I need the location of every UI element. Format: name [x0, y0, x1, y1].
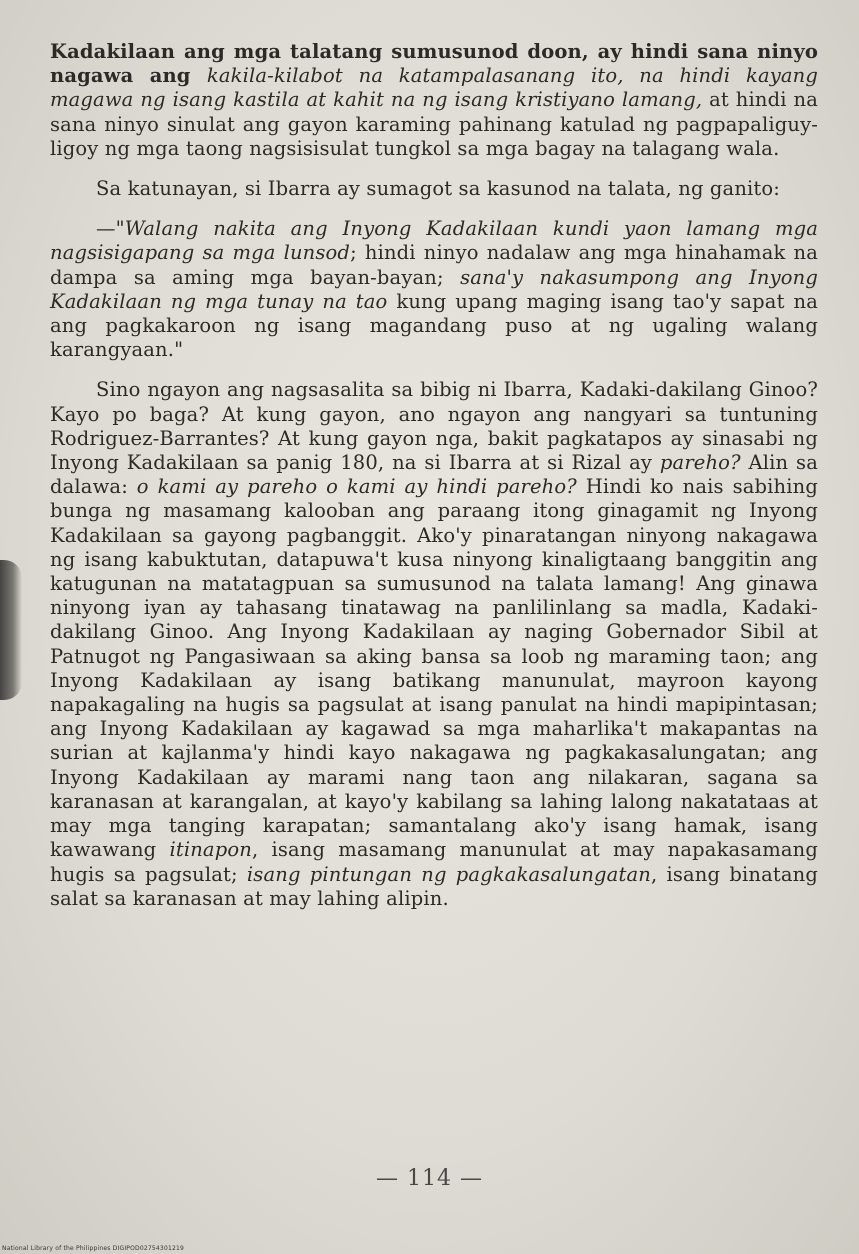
- text-segment: Sa katunayan, si Ibarra ay sumagot sa kasunod na talata, ng ganito:: [96, 177, 781, 201]
- page-number: — 114 —: [376, 1166, 483, 1191]
- text-segment: kung upang maging isang tao'y sapat na ang pagkakaroon ng isang magandang puso at ng ugaling walang karangyaan.": [50, 289, 818, 362]
- paragraph-2: [50, 177, 818, 201]
- paragraph-1: [50, 40, 818, 161]
- text-segment: sana'y nakasumpong ang Inyong Kadakilaan ng mga tunay na tao: [50, 265, 818, 313]
- paragraph-gap: [50, 362, 818, 378]
- text-segment: itinapon: [169, 838, 252, 862]
- paragraph-3: [50, 217, 818, 362]
- text-segment: o kami ay pareho o kami ay hindi pareho?: [136, 475, 577, 499]
- page-body-text: [50, 40, 818, 911]
- text-segment: isang pintungan ng pagkakasalungatan: [246, 862, 651, 886]
- paragraph-4: [50, 378, 818, 910]
- text-segment: pareho?: [659, 451, 741, 475]
- text-segment: —": [96, 217, 125, 241]
- text-segment: Kadakilaan ang mga talatang sumusunod doon, ay hindi sana ninyo nagawa ang: [50, 40, 818, 88]
- text-segment: Alin sa dalawa:: [50, 451, 818, 499]
- text-segment: Walang nakita ang Inyong Kadakilaan kundi yaon lamang mga nagsisigapang sa mga lunsod: [50, 217, 818, 265]
- paragraph-gap: [50, 201, 818, 217]
- scan-footer-note: National Library of the Philippines DIGIPOD02754301219: [2, 1245, 185, 1252]
- spine-shadow: [0, 560, 22, 700]
- paragraph-gap: [50, 161, 818, 177]
- text-segment: ; hindi ninyo nadalaw ang mga hinahamak na dampa sa aming mga bayan-bayan;: [50, 241, 818, 289]
- text-segment: Sino ngayon ang nagsasalita sa bibig ni Ibarra, Kadaki-dakilang Ginoo? Kayo po baga? At kung gayon, ano ngayon ang nangyari sa tuntuning Rodriguez-Barrantes? At kung gayon nga, bakit pagkatapos ay sinasabi ng Inyong Kadakilaan sa panig 180, na si Ibarra at si Rizal ay: [50, 378, 818, 475]
- text-segment: , isang masamang manunulat at may napakasamang hugis sa pagsulat;: [50, 838, 818, 886]
- text-segment: Hindi ko nais sabihing bunga ng masamang kalooban ang paraang itong ginagamit ng Inyong Kadakilaan sa gayong pagbanggit. Ako'y pinaratangan ninyong nakagawa ng isang kabuktutan, datapuwa't kusa ninyong kinaligtaang banggitin ang katugunan na matatagpuan sa sumusunod na talata lamang! Ang ginawa ninyong iyan ay tahasang tinatawag na panlilinlang sa madla, Kadaki-dakilang Ginoo. Ang Inyong Kadakilaan ay naging Gobernador Sibil at Patnugot ng Pangasiwaan sa aking bansa sa loob ng maraming taon; ang Inyong Kadakilaan ay isang batikang manunulat, mayroon kayong napakagaling na hugis sa pagsulat at isang panulat na hindi mapipintasan; ang Inyong Kadakilaan ay kagawad sa mga maharlika't makapantas na surian at kajlanma'y hindi kayo nakagawa ng pagkakasalungatan; ang Inyong Kadakilaan ay marami nang taon ang nilakaran, sagana sa karanasan at karangalan, at kayo'y kabilang sa lahing lalong nakatataas at may mga tanging karapatan; samantalang ako'y isang hamak, isang kawawang: [50, 475, 818, 862]
- text-segment: at hindi na sana ninyo sinulat ang gayon karaming pahinang katulad ng pagpapaliguy-ligoy ng mga taong nagsisisulat tungkol sa mga bagay na talagang wala.: [50, 88, 818, 160]
- text-segment: kakila-kilabot na katampalasanang ito, na hindi kayang magawa ng isang kastila at kahit na ng isang kristiyano lamang,: [50, 64, 819, 112]
- text-segment: , isang binatang salat sa karanasan at may lahing alipin.: [50, 862, 818, 910]
